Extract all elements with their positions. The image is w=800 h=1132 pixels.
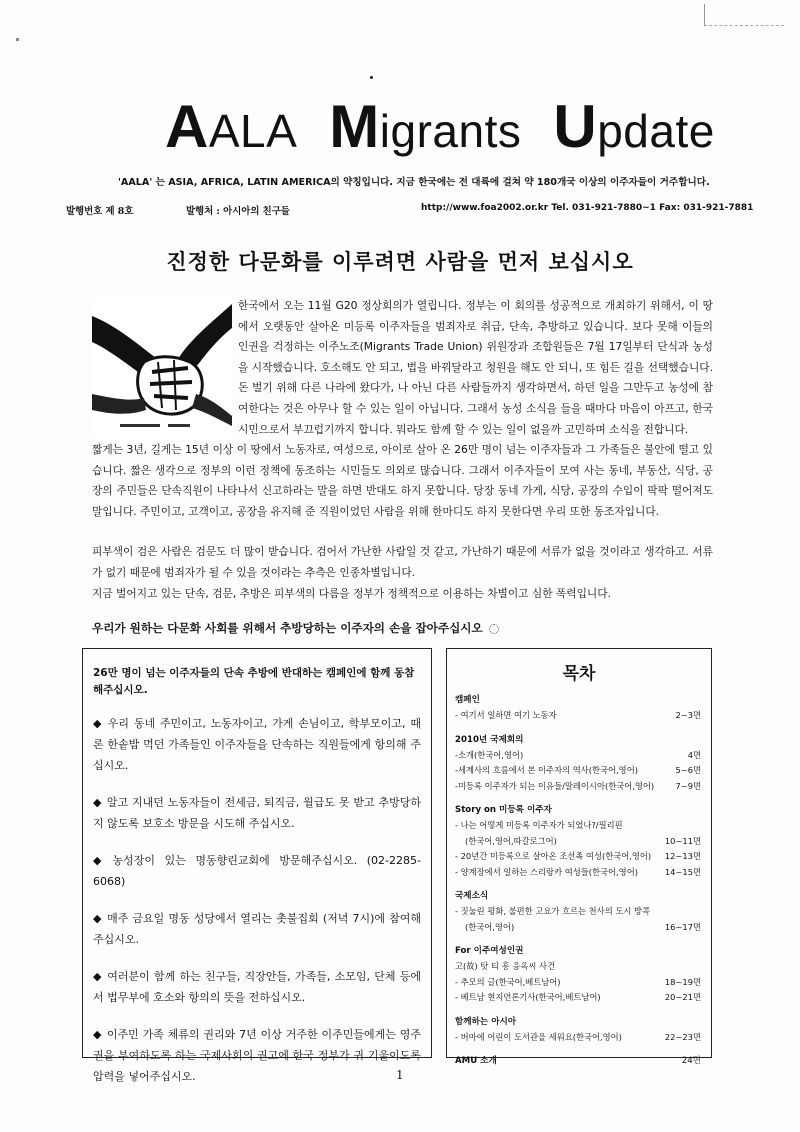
callout-text: 우리가 원하는 다문화 사회를 위해서 추방당하는 이주자의 손을 잡아주십시오 — [92, 621, 483, 635]
toc-entry-title: -세계사의 흐름에서 본 이주자의 역사(한국어,영어) — [455, 765, 638, 775]
toc-entry-title: - 짓눌린 평화, 불편한 고요가 흐르는 천사의 도시 방콕 — [455, 906, 651, 916]
diamond-bullet-icon: ◆ — [93, 854, 108, 867]
toc-entry — [455, 708, 703, 724]
toc-entry-title: -미등록 이주자가 되는 이유들/말레이시아(한국어,영어) — [455, 780, 655, 791]
diamond-bullet-icon: ◆ — [93, 796, 102, 809]
campaign-action: ◆ 이주민 가족 체류의 권리와 7년 이상 거주한 이주민들에게는 영주권을 부여하도록 하는 국제사회의 권고에 한국 정부가 귀 기울이도록 압력을 넣어주십시오. — [93, 1028, 421, 1083]
table-of-contents — [446, 648, 712, 1066]
toc-entry — [455, 920, 703, 936]
toc-section-heading: Story on 미등록 이주자 — [455, 805, 552, 815]
toc-section-heading: 2010년 국제회의 — [455, 734, 524, 745]
hands-photo — [92, 298, 232, 438]
toc-entry-title: (한국어,영어) — [465, 921, 515, 932]
toc-entry-title: - 나는 어떻게 미등록 이주자가 되었나?/필리핀 — [455, 820, 623, 830]
toc-entry — [455, 763, 703, 779]
campaign-action: ◆ 농성장이 있는 명동향린교회에 방문해주십시오. (02-2285-6068) — [93, 854, 421, 888]
toc-page-ref: 12~13면 — [664, 851, 701, 861]
publisher: 발행처 : 아시아의 친구들 — [186, 206, 290, 217]
toc-section-heading: AMU 소개 24면 — [455, 1054, 703, 1069]
toc-section-heading: 캠페인 — [455, 695, 480, 705]
campaign-box — [82, 648, 432, 1083]
article-paragraph: 짧게는 3년, 길게는 15년 이상 이 땅에서 노동자로, 여성으로, 아이로 살아 온 26만 명이 넘는 이주자들과 그 가족들은 불안에 떨고 있습니다. 짧은 생각으로 정부의 이런 정책에 동조하는 시민들도 의외로 많습니다. 그래서 이주자들이 모여 사는 동네, 부동산, 식당, 공장의 주민들은 단속직원이 나타나서 신고하라는 말을 하면 반대도 하지 못합니다. 당장 동네 가게, 식당, 공장의 수입이 팍팍 떨어져도 말입니다. 주민이고, 고객이고, 공장을 유지해 준 직원이었던 사람을 위해 한마디도 하지 못한다면 우리 또한 동조자입니다. — [92, 443, 713, 518]
toc-page-ref: 14~15면 — [664, 866, 701, 877]
scan-speck — [370, 76, 373, 79]
toc-entry-title: 고(故) 탓 티 흥 응옥씨 사건 — [455, 961, 556, 971]
toc-page-ref: 24면 — [681, 1056, 701, 1066]
toc-entry-title: - 여기서 일하면 여기 노동자 — [455, 710, 557, 720]
toc-page-ref: 22~23면 — [664, 1031, 701, 1042]
toc-page-ref: 2~3면 — [675, 710, 701, 720]
toc-entry — [455, 834, 703, 850]
headline: 진정한 다문화를 이루려면 사람을 먼저 보십시오 — [166, 250, 634, 274]
scan-speck — [16, 38, 19, 41]
toc-entry — [455, 975, 703, 991]
sun-icon — [489, 624, 499, 634]
campaign-action: ◆ 우리 동네 주민이고, 노동자이고, 가게 손님이고, 학부모이고, 때론 한솥밥 먹던 가족들인 이주자들을 단속하는 직원들에게 항의해 주십시오. — [93, 717, 421, 772]
issue-number: 발행번호 제 8호 — [66, 206, 134, 217]
contact-info: http://www.foa2002.or.kr Tel. 031-921-7880~1 Fax: 031-921-7881 — [421, 203, 754, 213]
toc-page-ref: 7~9면 — [675, 780, 701, 791]
toc-entry-title: - 버마에 어린이 도서관을 세워요(한국어,영어) — [455, 1031, 622, 1042]
toc-list — [455, 693, 703, 1069]
campaign-heading: 26만 명이 넘는 이주자들의 단속 추방에 반대하는 캠페인에 함께 동참해주십시오. — [93, 667, 415, 696]
toc-entry — [455, 959, 703, 975]
toc-entry — [455, 779, 703, 795]
toc-entry — [455, 748, 703, 764]
diamond-bullet-icon: ◆ — [93, 912, 103, 925]
page-number: 1 — [396, 1068, 404, 1082]
toc-entry — [455, 990, 703, 1006]
toc-entry — [455, 904, 703, 920]
toc-entry — [455, 818, 703, 834]
diamond-bullet-icon: ◆ — [93, 717, 103, 730]
callout-line — [92, 620, 712, 636]
article-paragraph: 피부색이 검은 사람은 검문도 더 많이 받습니다. 검어서 가난한 사람일 것 같고, 가난하기 때문에 서류가 없을 것이라고 생각하고. 서류가 없기 때문에 범죄자가 될 수 있을 것이라는 추측은 인종차별입니다. — [92, 545, 713, 579]
toc-page-ref: 18~19면 — [664, 976, 701, 987]
toc-section-heading: 국제소식 — [455, 891, 489, 901]
campaign-action: ◆ 알고 지내던 노동자들이 전세금, 퇴직금, 월급도 못 받고 추방당하지 않도록 보호소 방문을 시도해 주십시오. — [93, 796, 421, 830]
diamond-bullet-icon: ◆ — [93, 1028, 102, 1041]
campaign-action: ◆ 여러분이 함께 하는 친구들, 직장안들, 가족들, 소모임, 단체 등에서 법무부에 호소와 항의의 뜻을 전하십시오. — [93, 970, 421, 1004]
masthead-title: AALA Migrants Update — [165, 93, 715, 160]
article-paragraph: 지금 벌어지고 있는 단속, 검문, 추방은 피부색의 다름을 정부가 정책적으로 이용하는 차별이고 심한 폭력입니다. — [92, 587, 611, 600]
toc-entry-title: -소개(한국어,영어) — [455, 749, 524, 760]
toc-entry — [455, 1030, 703, 1046]
toc-title: 목차 — [562, 664, 596, 684]
toc-page-ref: 16~17면 — [664, 921, 701, 932]
toc-entry-title: (한국어,영어,따갈로그어) — [465, 835, 557, 846]
scan-corner-mark — [704, 4, 784, 26]
article-paragraph: 한국에서 오는 11월 G20 정상회의가 열립니다. 정부는 이 회의를 성공적으로 개최하기 위해서, 이 땅에서 오랫동안 살아온 미등록 이주자들을 범죄자로 취급, 단속, 추방하고 있습니다. 보다 못해 이들의 인권을 걱정하는 이주노조(Migrants Trade Union) 위원장과 조합원들은 7월 17일부터 단식과 농성을 시작했습니다. 호소해도 안 되고, 법을 바꿔달라고 청원을 해도 안 되니, 또 힘든 길을 선택했습니다. 돈 벌기 위해 다른 나라에 왔다가, 나 아닌 다른 사람들까지 생각하면서, 하던 일을 그만두고 농성에 참여한다는 것은 아무나 할 수 있는 일이 아닙니다. 그래서 농성 소식을 들을 때마다 마음이 아프고, 한국시민으로서 부끄럽기까지 합니다. 뭐라도 함께 할 수 있는 일이 없을까 고민하며 소식을 전합니다. — [238, 299, 713, 436]
toc-page-ref: 20~21면 — [664, 992, 701, 1002]
toc-section-heading: 함께하는 아시아 — [455, 1016, 517, 1027]
toc-entry-title: - 20년간 미등록으로 살아온 조선족 여성(한국어,영어) — [455, 851, 652, 861]
toc-page-ref: 4면 — [687, 749, 701, 760]
toc-section-heading: For 이주여성인권 — [455, 946, 524, 956]
campaign-action: ◆ 매주 금요일 명동 성당에서 열리는 촛불집회 (저녁 7시)에 참여해 주십시오. — [93, 912, 422, 946]
tagline: 'AALA' 는 ASIA, AFRICA, LATIN AMERICA의 약칭입니다. 지금 한국에는 전 대륙에 걸쳐 약 180개국 이상의 이주자들이 거주합니다. — [118, 177, 710, 188]
toc-entry — [455, 865, 703, 881]
toc-page-ref: 5~6면 — [675, 765, 701, 775]
diamond-bullet-icon: ◆ — [93, 970, 103, 983]
toc-entry-title: - 양계장에서 일하는 스리랑카 여성들(한국어,영어) — [455, 866, 638, 877]
toc-entry-title: - 추모의 글(한국어,베트남어) — [455, 976, 561, 987]
toc-entry-title: - 베트남 현지언론기사(한국어,베트남어) — [455, 992, 601, 1002]
toc-entry — [455, 849, 703, 865]
toc-page-ref: 10~11면 — [664, 835, 701, 846]
